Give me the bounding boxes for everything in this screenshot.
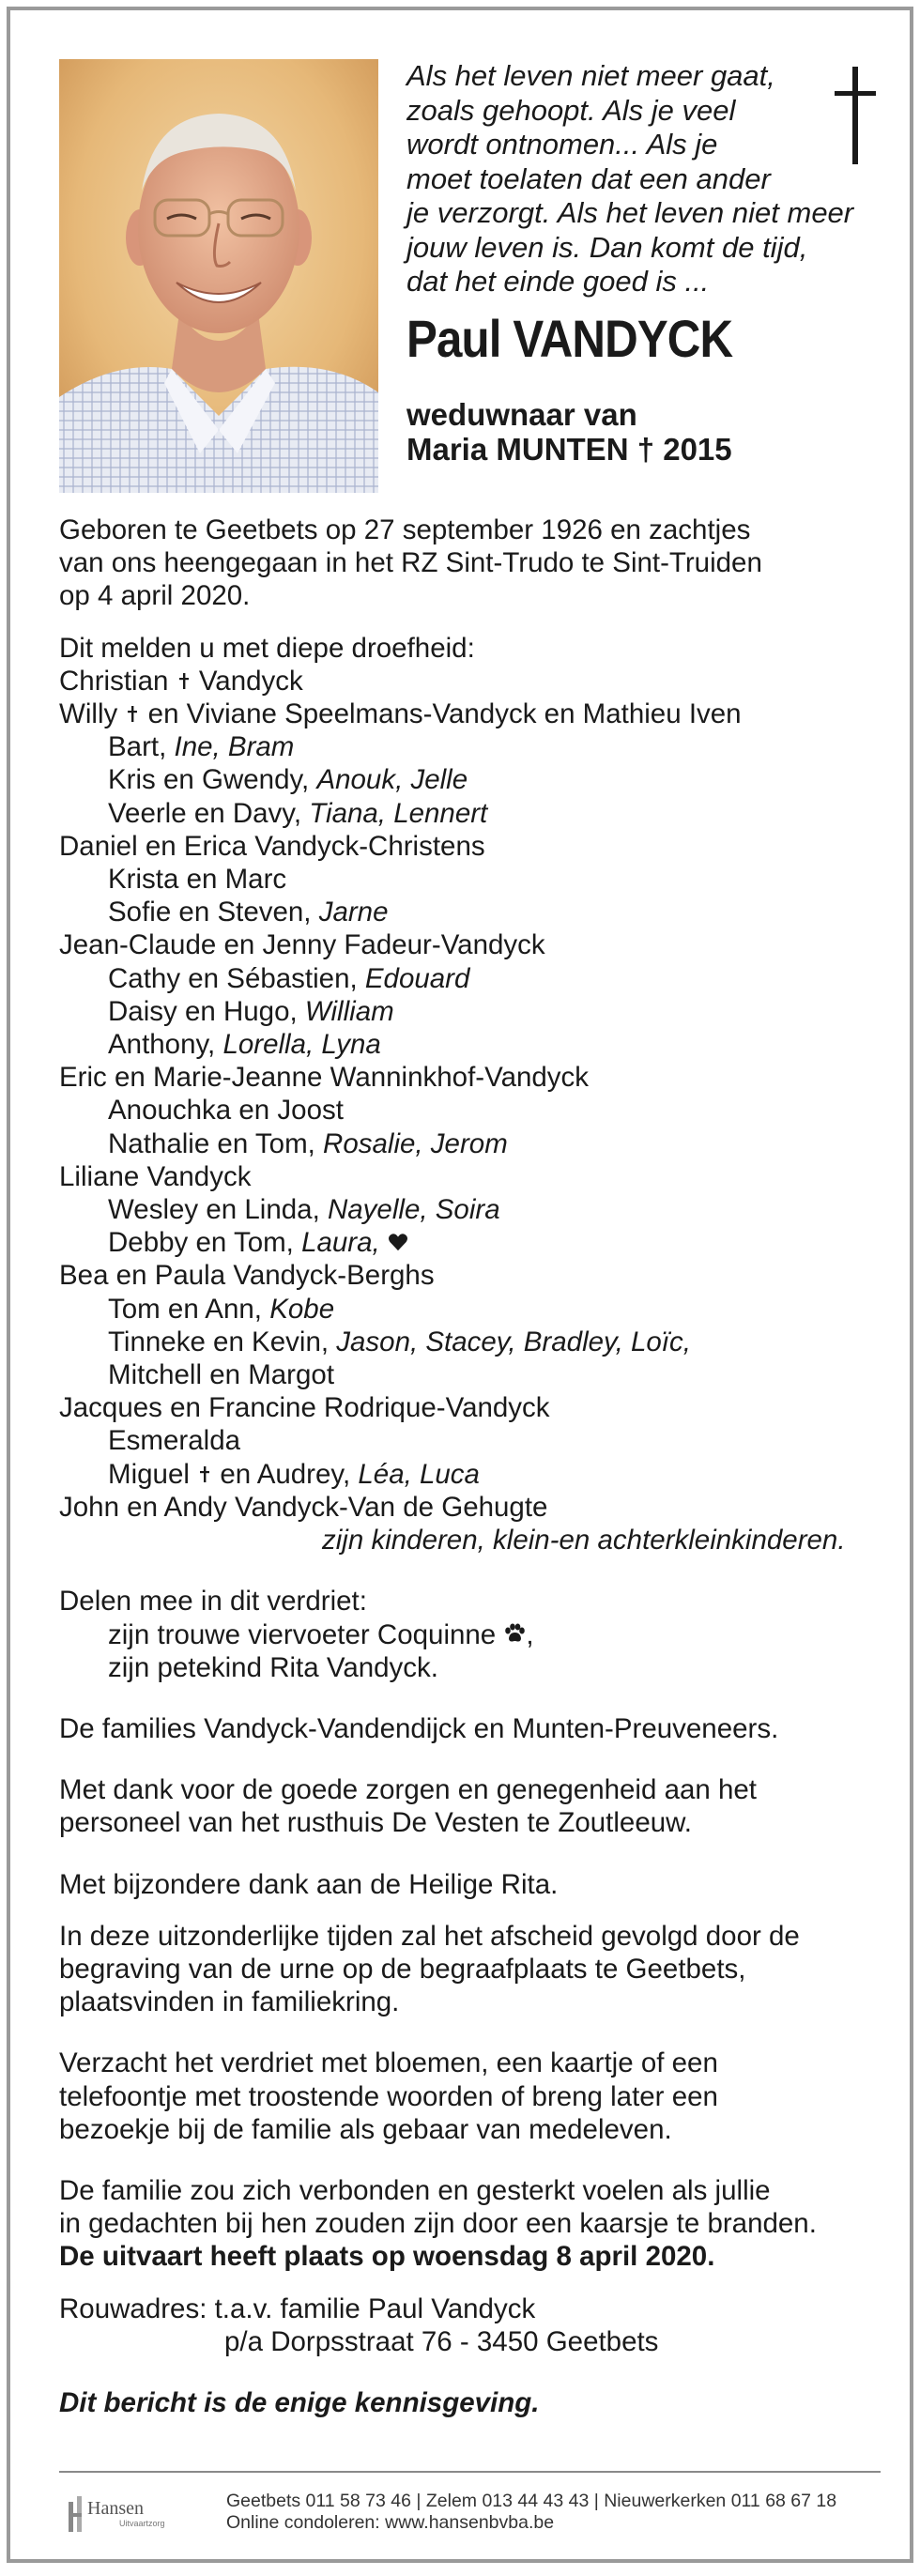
family-name: Christian <box>59 665 169 697</box>
notice-paragraph <box>59 2386 876 2419</box>
text-line: p/a Dorpsstraat 76 - 3450 Geetbets <box>224 2325 659 2357</box>
family-line: Daniel en Erica Vandyck-Christens <box>59 830 485 862</box>
small-cross-icon <box>125 704 140 723</box>
text-line: zijn petekind Rita Vandyck. <box>108 1651 438 1683</box>
address-paragraph <box>59 2292 876 2358</box>
poem-line: dat het einde goed is ... <box>406 265 710 298</box>
text-line: De families Vandyck-Vandendijck en Munten-Preuveneers. <box>59 1712 779 1744</box>
text-line: begraving van de urne op de begraafplaats te Geetbets, <box>59 1953 746 1985</box>
poem-line: je verzorgt. Als het leven niet meer <box>406 196 854 229</box>
children-names: Rosalie, Jerom <box>323 1127 508 1159</box>
poem-line: zoals gehoopt. Als je veel <box>406 93 736 127</box>
children-names: Laura, <box>301 1227 380 1259</box>
obituary-card <box>7 7 913 2563</box>
children-names: Léa, Luca <box>358 1458 480 1490</box>
small-cross-icon <box>197 1464 212 1483</box>
text-line: van ons heengegaan in het RZ Sint-Trudo te Sint-Truiden <box>59 547 762 579</box>
footer-divider <box>59 2471 881 2473</box>
logo-subtitle: Uitvaartzorg <box>119 2519 165 2528</box>
family-name: Sofie en Steven, <box>108 897 319 928</box>
family-line <box>59 1226 876 1259</box>
deceased-name: Paul VANDYCK <box>406 309 733 368</box>
contact-info <box>226 2491 836 2534</box>
text-line: Met dank voor de goede zorgen en genegenheid aan het <box>59 1774 758 1806</box>
family-name: en Audrey, <box>220 1458 359 1490</box>
online-condolence-link[interactable]: Online condoleren: www.hansenbvba.be <box>226 2512 555 2533</box>
text-line: personeel van het rusthuis De Vesten te Zoutleeuw. <box>59 1807 693 1839</box>
text-line: in gedachten bij hen zouden zijn door een kaarsje te branden. <box>59 2208 817 2240</box>
children-names: Jarne <box>318 897 389 928</box>
family-name: Nathalie en Tom, <box>108 1127 324 1159</box>
share-paragraph <box>59 1585 876 1684</box>
family-name: Willy <box>59 698 118 730</box>
children-names: Lorella, Lyna <box>222 1029 381 1061</box>
candle-paragraph <box>59 2174 876 2274</box>
spouse-info <box>406 397 732 467</box>
family-line <box>59 1193 876 1226</box>
poem <box>406 59 854 299</box>
children-names: Ine, Bram <box>174 731 295 763</box>
phone-numbers: Geetbets 011 58 73 46 | Zelem 013 44 43 43 | Nieuwerkerken 011 68 67 18 <box>226 2491 837 2511</box>
birth-death-paragraph <box>59 514 876 613</box>
text-line: bezoekje bij de familie als gebaar van medeleven. <box>59 2113 672 2145</box>
funeral-date: De uitvaart heeft plaats op woensdag 8 april 2020. <box>59 2241 715 2273</box>
text-line: Delen mee in dit verdriet: <box>59 1586 367 1618</box>
dog-text: zijn trouwe viervoeter Coquinne <box>108 1618 497 1650</box>
poem-line: jouw leven is. Dan komt de tijd, <box>406 230 808 264</box>
spouse-line: Maria MUNTEN † 2015 <box>406 432 732 467</box>
family-list <box>59 632 876 1557</box>
family-intro: Dit melden u met diepe droefheid: <box>59 632 475 664</box>
family-line <box>59 896 876 928</box>
thanks-paragraph <box>59 1773 876 1839</box>
family-line: Anouchka en Joost <box>108 1095 344 1127</box>
family-name: Wesley en Linda, <box>108 1194 328 1226</box>
portrait-illustration <box>59 59 378 493</box>
portrait-photo <box>59 59 378 493</box>
logo-name: Hansen <box>87 2498 144 2519</box>
spouse-line: weduwnaar van <box>406 397 637 432</box>
heart-icon <box>388 1233 408 1251</box>
family-line: Liliane Vandyck <box>59 1160 252 1192</box>
text-line: telefoontje met troostende woorden of breng later een <box>59 2080 718 2112</box>
family-line <box>59 1458 876 1491</box>
poem-line: Als het leven niet meer gaat, <box>406 59 775 92</box>
text-line: op 4 april 2020. <box>59 580 251 612</box>
obituary-body <box>59 514 876 2419</box>
children-names: Kobe <box>269 1293 335 1325</box>
family-line: Esmeralda <box>108 1425 241 1457</box>
children-names: William <box>304 995 394 1027</box>
family-line: Mitchell en Margot <box>108 1359 335 1391</box>
children-names: Tiana, Lennert <box>309 797 488 829</box>
family-line <box>59 665 876 698</box>
children-names: Anouk, Jelle <box>316 764 468 796</box>
family-suffix: zijn kinderen, klein-en achterkleinkinderen. <box>322 1525 846 1556</box>
family-line: Jacques en Francine Rodrique-Vandyck <box>59 1392 550 1424</box>
family-line: John en Andy Vandyck-Van de Gehugte <box>59 1491 548 1523</box>
farewell-paragraph <box>59 1920 876 2019</box>
text-line: Geboren te Geetbets op 27 september 1926 en zachtjes <box>59 514 751 545</box>
logo-mark-icon <box>65 2492 85 2534</box>
family-name: Miguel <box>108 1458 190 1490</box>
children-names: Edouard <box>364 962 470 994</box>
poem-line: wordt ontnomen... Als je <box>406 128 718 161</box>
text-line: De familie zou zich verbonden en gesterkt voelen als jullie <box>59 2174 771 2206</box>
notice-text: Dit bericht is de enige kennisgeving. <box>59 2386 540 2418</box>
rita-paragraph <box>59 1868 876 1901</box>
text-line: plaatsvinden in familiekring. <box>59 1986 400 2018</box>
family-line <box>59 797 876 830</box>
flowers-paragraph <box>59 2047 876 2146</box>
family-line: Bea en Paula Vandyck-Berghs <box>59 1260 435 1292</box>
family-line <box>59 962 876 995</box>
text-line: Verzacht het verdriet met bloemen, een kaartje of een <box>59 2047 718 2079</box>
families-paragraph <box>59 1712 876 1745</box>
text-line: In deze uitzonderlijke tijden zal het afscheid gevolgd door de <box>59 1920 800 1952</box>
funeral-home-logo <box>65 2492 168 2539</box>
family-name: Tinneke en Kevin, <box>108 1326 337 1357</box>
children-names: Nayelle, Soira <box>327 1194 500 1226</box>
punctuation: , <box>526 1618 534 1650</box>
family-name: en Viviane Speelmans-Vandyck en Mathieu Iven <box>147 698 742 730</box>
family-name: Bart, <box>108 731 175 763</box>
family-line <box>59 1326 876 1358</box>
family-line <box>59 1028 876 1061</box>
text-line: Met bijzondere dank aan de Heilige Rita. <box>59 1868 559 1900</box>
small-cross-icon <box>176 671 192 690</box>
family-name: Tom en Ann, <box>108 1293 270 1325</box>
family-line <box>59 995 876 1028</box>
family-line <box>59 763 876 796</box>
family-line: Jean-Claude en Jenny Fadeur-Vandyck <box>59 929 545 961</box>
family-line: Krista en Marc <box>108 864 287 896</box>
family-name: Daisy en Hugo, <box>108 995 305 1027</box>
family-line <box>59 1127 876 1160</box>
children-names: Jason, Stacey, Bradley, Loïc, <box>336 1326 691 1357</box>
text-line: Rouwadres: t.a.v. familie Paul Vandyck <box>59 2292 536 2324</box>
family-line: Eric en Marie-Jeanne Wanninkhof-Vandyck <box>59 1062 590 1094</box>
family-line <box>59 1293 876 1326</box>
family-name: Veerle en Davy, <box>108 797 310 829</box>
family-name: Vandyck <box>198 665 303 697</box>
family-name: Anthony, <box>108 1029 223 1061</box>
poem-line: moet toelaten dat een ander <box>406 161 771 195</box>
family-name: Kris en Gwendy, <box>108 764 317 796</box>
paw-icon <box>503 1623 526 1644</box>
text-line <box>59 1618 876 1651</box>
family-name: Cathy en Sébastien, <box>108 962 365 994</box>
family-line <box>59 730 876 763</box>
cross-icon <box>829 67 882 164</box>
family-line <box>59 698 876 730</box>
family-name: Debby en Tom, <box>108 1227 302 1259</box>
